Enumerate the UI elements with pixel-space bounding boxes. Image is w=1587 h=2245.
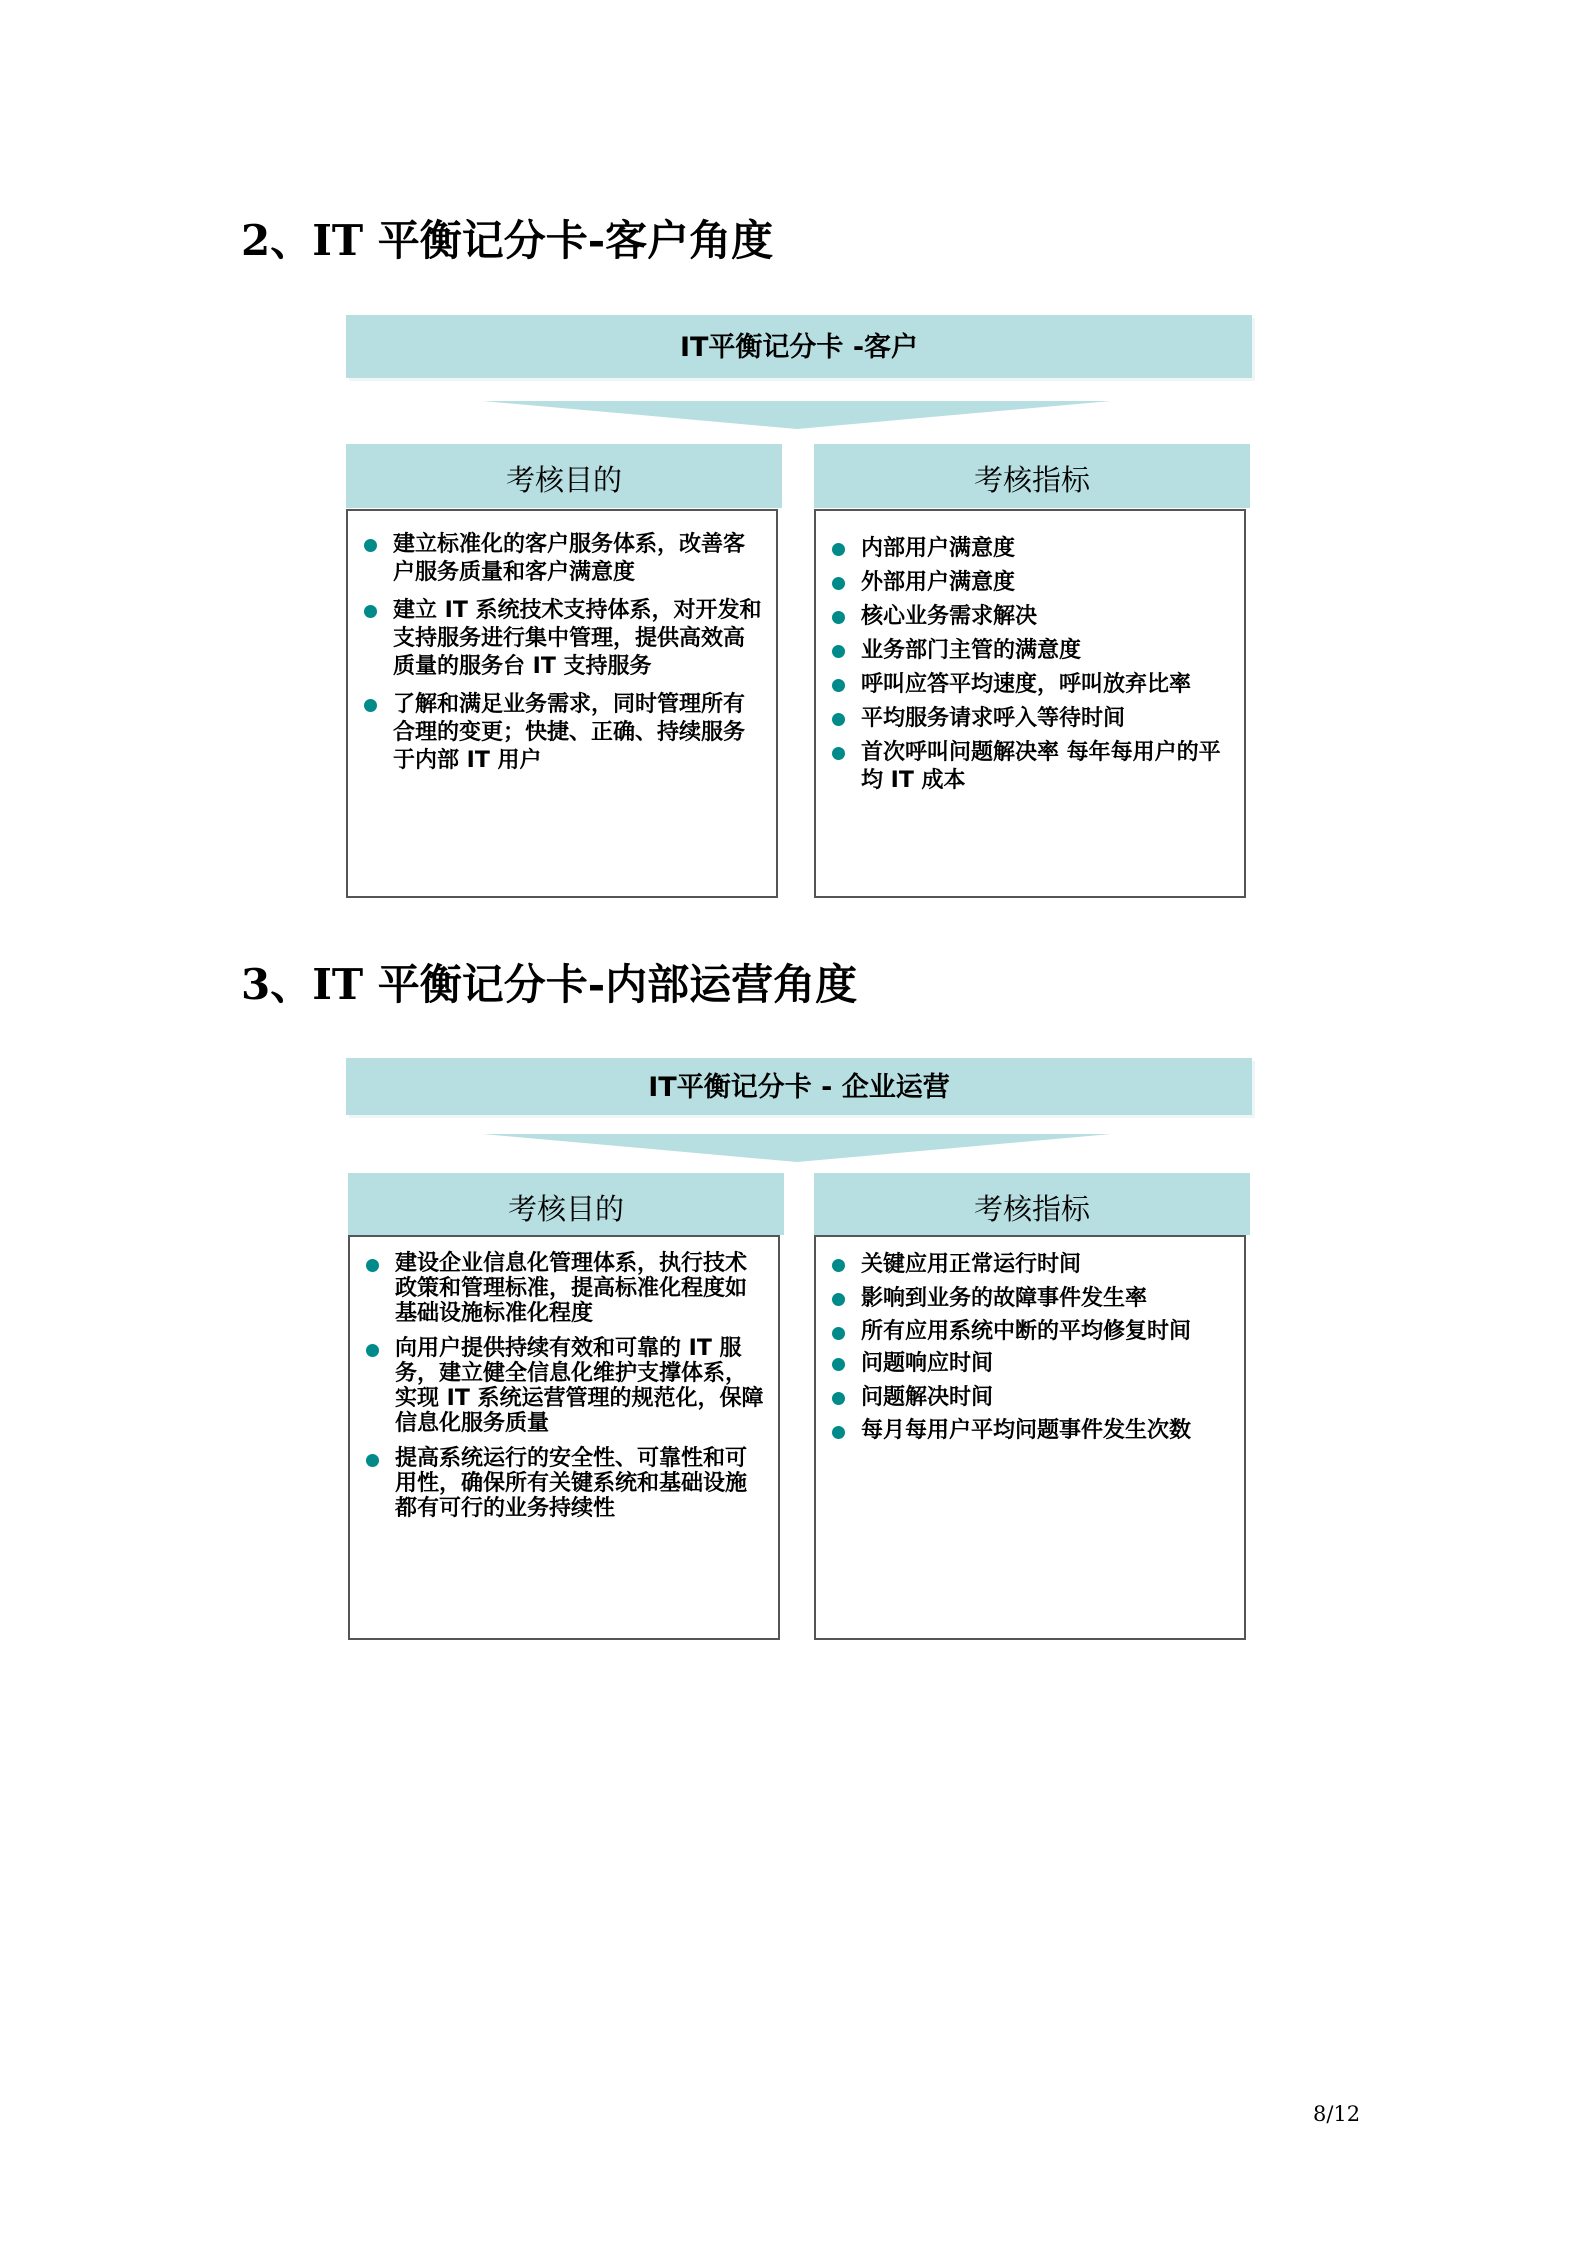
scorecard-header: IT平衡记分卡 - 企业运营 (346, 1058, 1252, 1115)
list-item: 影响到业务的故障事件发生率 (830, 1285, 1230, 1313)
list-item: 建立 IT 系统技术支持体系，对开发和支持服务进行集中管理，提供高效高质量的服务台 IT 支持服务 (362, 597, 762, 681)
metrics-header: 考核指标 (814, 444, 1250, 508)
metrics-box (814, 1235, 1246, 1640)
arrow-down-shape (483, 1134, 1111, 1162)
list-item: 首次呼叫问题解决率 每年每用户的平均 IT 成本 (830, 739, 1230, 795)
list-item: 建立标准化的客户服务体系，改善客户服务质量和客户满意度 (362, 531, 762, 587)
list-item: 外部用户满意度 (830, 569, 1230, 597)
list-item: 每月每用户平均问题事件发生次数 (830, 1418, 1230, 1443)
purpose-box (346, 509, 778, 898)
list-item: 呼叫应答平均速度，呼叫放弃比率 (830, 671, 1230, 699)
list-item: 内部用户满意度 (830, 535, 1230, 563)
purpose-header: 考核目的 (348, 1173, 784, 1235)
purpose-box (348, 1235, 780, 1640)
list-item: 了解和满足业务需求，同时管理所有合理的变更；快捷、正确、持续服务于内部 IT 用户 (362, 691, 762, 775)
metrics-box (814, 509, 1246, 898)
list-item: 向用户提供持续有效和可靠的 IT 服务，建立健全信息化维护支撑体系，实现 IT 系统运营管理的规范化，保障信息化服务质量 (364, 1336, 764, 1436)
list-item: 关键应用正常运行时间 (830, 1251, 1230, 1279)
section-title: 3、IT 平衡记分卡-内部运营角度 (241, 960, 858, 1009)
page-number: 8/12 (1313, 2102, 1361, 2126)
metrics-header: 考核指标 (814, 1173, 1250, 1235)
list-item: 问题解决时间 (830, 1384, 1230, 1412)
list-item: 所有应用系统中断的平均修复时间 (830, 1319, 1230, 1344)
arrow-down-shape (483, 401, 1111, 429)
purpose-header: 考核目的 (346, 444, 782, 508)
section-title: 2、IT 平衡记分卡-客户角度 (241, 216, 774, 265)
list-item: 提高系统运行的安全性、可靠性和可用性，确保所有关键系统和基础设施都有可行的业务持续性 (364, 1446, 764, 1521)
list-item: 问题响应时间 (830, 1350, 1230, 1378)
list-item: 建设企业信息化管理体系，执行技术政策和管理标准，提高标准化程度如基础设施标准化程度 (364, 1251, 764, 1326)
list-item: 核心业务需求解决 (830, 603, 1230, 631)
list-item: 平均服务请求呼入等待时间 (830, 705, 1230, 733)
list-item: 业务部门主管的满意度 (830, 637, 1230, 665)
scorecard-header: IT平衡记分卡 -客户 (346, 315, 1252, 378)
